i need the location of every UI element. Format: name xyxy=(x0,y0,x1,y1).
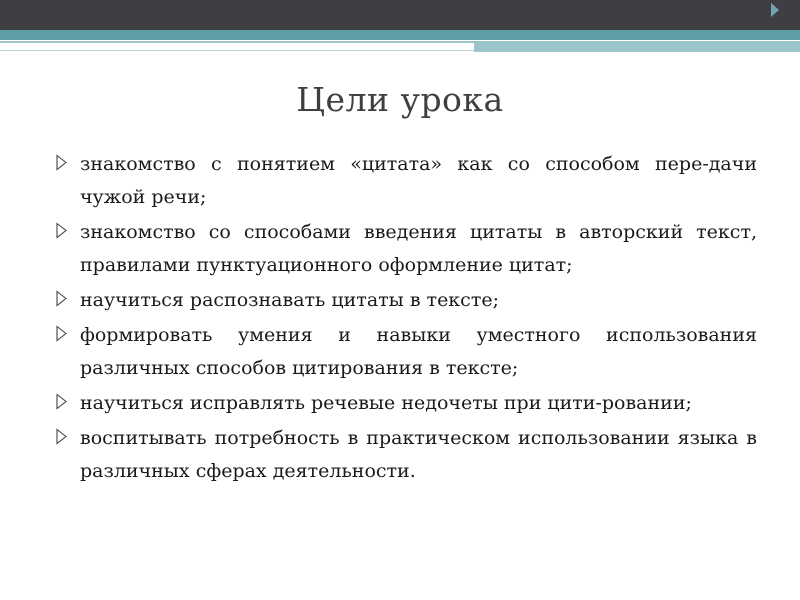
header-dark-band xyxy=(0,0,800,30)
arrow-bullet-icon xyxy=(55,290,68,307)
list-item xyxy=(55,319,757,385)
list-item-text: знакомство с понятием «цитата» как со способом пере-дачи чужой речи; xyxy=(80,153,757,208)
list-item-text: научиться распознавать цитаты в тексте; xyxy=(80,289,499,311)
list-item-text: знакомство со способами введения цитаты в авторский текст, правилами пунктуационного оформление цитат; xyxy=(80,221,757,276)
goals-list xyxy=(55,148,757,490)
list-item-text: формировать умения и навыки уместного использования различных способов цитирования в тексте; xyxy=(80,324,757,379)
arrow-bullet-icon xyxy=(55,325,68,342)
arrow-bullet-icon xyxy=(55,393,68,410)
list-item-text: научиться исправлять речевые недочеты при цити-ровании; xyxy=(80,392,692,414)
list-item-text: воспитывать потребность в практическом использовании языка в различных сферах деятельности. xyxy=(80,427,757,482)
list-item xyxy=(55,284,757,317)
list-item xyxy=(55,387,757,420)
header-teal-band xyxy=(0,30,800,40)
list-item xyxy=(55,148,757,214)
header-thin-line xyxy=(0,50,474,51)
header-light-band xyxy=(474,43,800,52)
list-item xyxy=(55,422,757,488)
arrow-bullet-icon xyxy=(55,154,68,171)
list-item xyxy=(55,216,757,282)
header-arrow-icon xyxy=(771,3,779,17)
arrow-bullet-icon xyxy=(55,428,68,445)
slide-title: Цели урока xyxy=(296,80,504,119)
arrow-bullet-icon xyxy=(55,222,68,239)
